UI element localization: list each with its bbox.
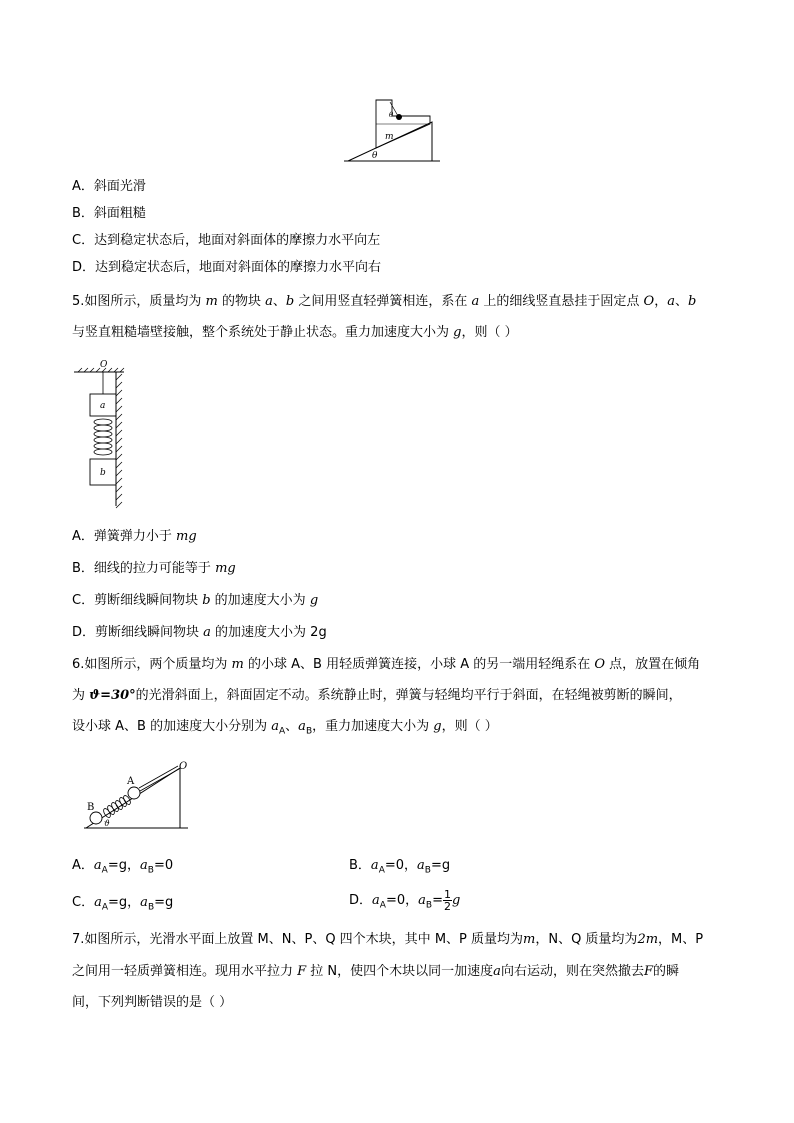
fig4-label-theta: θ <box>372 151 378 161</box>
rope-line <box>139 766 178 788</box>
q5-option-c: C．剪断细线瞬间物块 b 的加速度大小为 g <box>72 593 319 608</box>
q4-option-a: A．斜面光滑 <box>72 179 146 194</box>
q6-option-a: A．$a_A=g$，$a_B=0$ <box>72 858 174 876</box>
q6-option-c: C．$a_A=g$，$a_B=g$ <box>72 895 174 913</box>
fig6-label-theta: ϑ <box>104 819 110 828</box>
q5-option-b: B．细线的拉力可能等于 mg <box>72 561 236 576</box>
q6-option-d: D．$a_A=0$，$a_B=$ $\frac{1}{2}$ g <box>349 888 461 913</box>
fraction-one-half: $\frac{1}{2}$ <box>443 888 451 913</box>
q6-stem-line2: 为 ϑ=30°的光滑斜面上，斜面固定不动。系统静止时，弹簧与轻绳均平行于斜面，在轻绳被剪断的瞬间， <box>72 688 682 703</box>
fig5-label-a: a <box>100 401 106 411</box>
q6-stem-line3: 设小球 A、B 的加速度大小分别为 $a_A$、$a_B$，重力加速度大小为 g，则（ ） <box>72 719 498 737</box>
fig6-label-o: O <box>179 761 188 772</box>
q4-option-c: C．达到稳定状态后，地面对斜面体的摩擦力水平向左 <box>72 233 381 248</box>
spring <box>94 419 112 455</box>
fig5-label-b: b <box>100 468 106 478</box>
q4-figure <box>340 92 450 166</box>
wall-hatch <box>116 374 122 508</box>
q5-figure <box>72 358 132 510</box>
q5-option-d: D．剪断细线瞬间物块 a 的加速度大小为 2g <box>72 625 327 640</box>
q6-option-b: B．$a_A=0$，$a_B=g$ <box>349 858 451 876</box>
q7-stem-line2: 之间用一轻质弹簧相连。现用水平拉力 F 拉 N，使四个木块以同一加速度a向右运动，则在突然撤去F的瞬 <box>72 964 679 979</box>
fig5-label-o: O <box>100 360 108 370</box>
q7-stem-line3: 间，下列判断错误的是（ ） <box>72 995 233 1010</box>
q4-option-d: D．达到稳定状态后，地面对斜面体的摩擦力水平向右 <box>72 260 382 275</box>
ball-b <box>90 812 102 824</box>
q6-figure <box>82 760 194 832</box>
q6-stem-line1: 6.如图所示，两个质量均为 m 的小球 A、B 用轻质弹簧连接，小球 A 的另一端用轻绳系在 O 点，放置在倾角 <box>72 657 701 672</box>
q7-stem-line1: 7.如图所示，光滑水平面上放置 M、N、P、Q 四个木块，其中 M、P 质量均为m，N、Q 质量均为2m，M、P <box>72 932 704 947</box>
ball-a <box>128 787 140 799</box>
fig4-label-m: m <box>385 132 394 142</box>
q5-option-a: A．弹簧弹力小于 mg <box>72 529 197 544</box>
rope-line-2 <box>140 769 179 791</box>
fig4-label-theta-small: θ <box>389 111 394 119</box>
q5-stem-line2: 与竖直粗糙墙壁接触，整个系统处于静止状态。重力加速度大小为 g，则（ ） <box>72 325 518 340</box>
q5-stem-line1: 5.如图所示，质量均为 m 的物块 a、b 之间用竖直轻弹簧相连，系在 a 上的细线竖直悬挂于固定点 O，a、b <box>72 294 697 309</box>
fig6-label-b: B <box>87 802 95 813</box>
ball <box>396 114 402 120</box>
fig6-label-a: A <box>127 776 135 787</box>
q4-option-b: B．斜面粗糙 <box>72 206 146 221</box>
